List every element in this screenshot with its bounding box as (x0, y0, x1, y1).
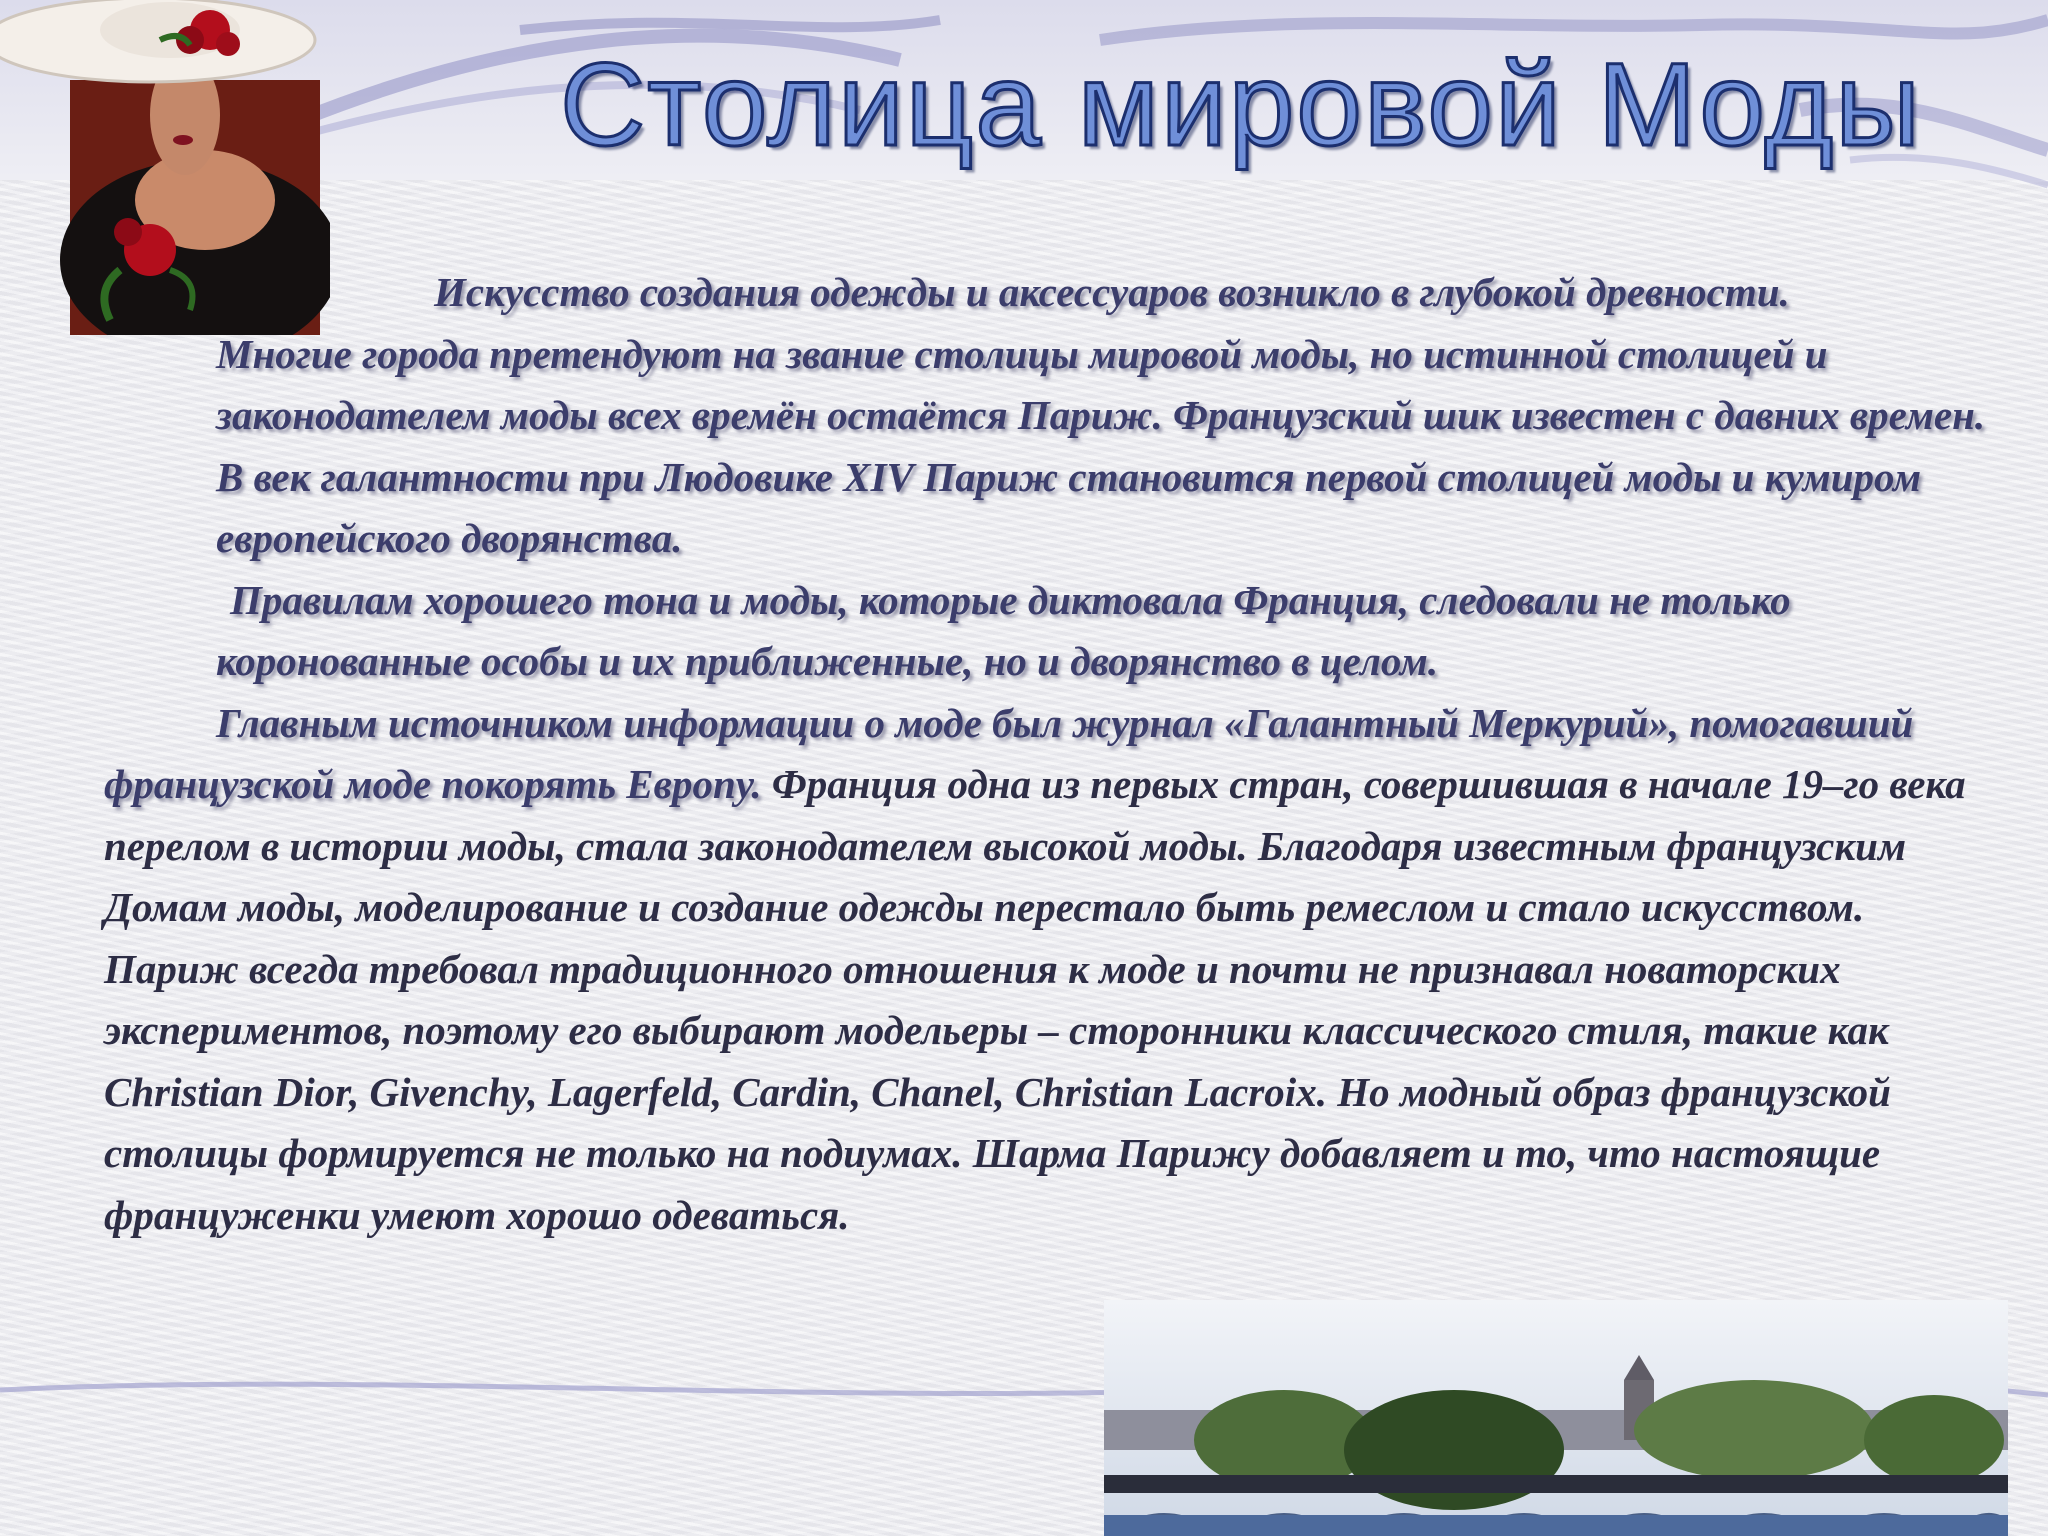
paragraph-haute-couture-text: Франция одна из первых стран, совершившая в начале 19–го века перелом в истории моды, стала законодателем высокой моды. Благодаря известным французским Домам моды, моделирование и создание одежды перестало быть ремеслом и стало искусством. Париж всегда требовал традиционного отношения к моде и почти не признавал новаторских экспериментов, поэтому его выбирают модельеры – сторонники классического стиля, такие как Christian Dior, Givenchy, Lagerfeld, Cardin, Chanel, Christian Lacroix. Но модный образ французской столицы формируется не только на подиумах. Шарма Парижу добавляет и то, что настоящие француженки умеют хорошо одеваться. (104, 761, 1966, 1238)
paris-photo (1104, 1300, 2008, 1536)
paragraph-mercury-text: Главным источником информации о моде был журнал «Галантный Меркурий», помогавший французской моде покорять Европу. (104, 699, 1914, 807)
paragraph-etiquette: Правилам хорошего тона и моды, которые диктовала Франция, следовали не только коронованные особы и их приближенные, но и дворянство в целом. (216, 576, 1791, 684)
paragraph-paris-capital: Многие города претендуют на звание столицы мировой моды, но истинной столицей и законодателем моды всех времён остаётся Париж. Французский шик известен с давних времен. В век галантности при Людовике XIV Париж становится первой столицей моды и кумиром европейского дворянства. (216, 330, 1986, 561)
paragraph-ancient-art: Искусство создания одежды и аксессуаров возникло в глубокой древности. (434, 269, 1790, 315)
paragraph-fashion-houses (104, 693, 2004, 1247)
slide-body-text (104, 262, 2004, 1246)
slide-title: Столица мировой Моды (560, 39, 1923, 171)
